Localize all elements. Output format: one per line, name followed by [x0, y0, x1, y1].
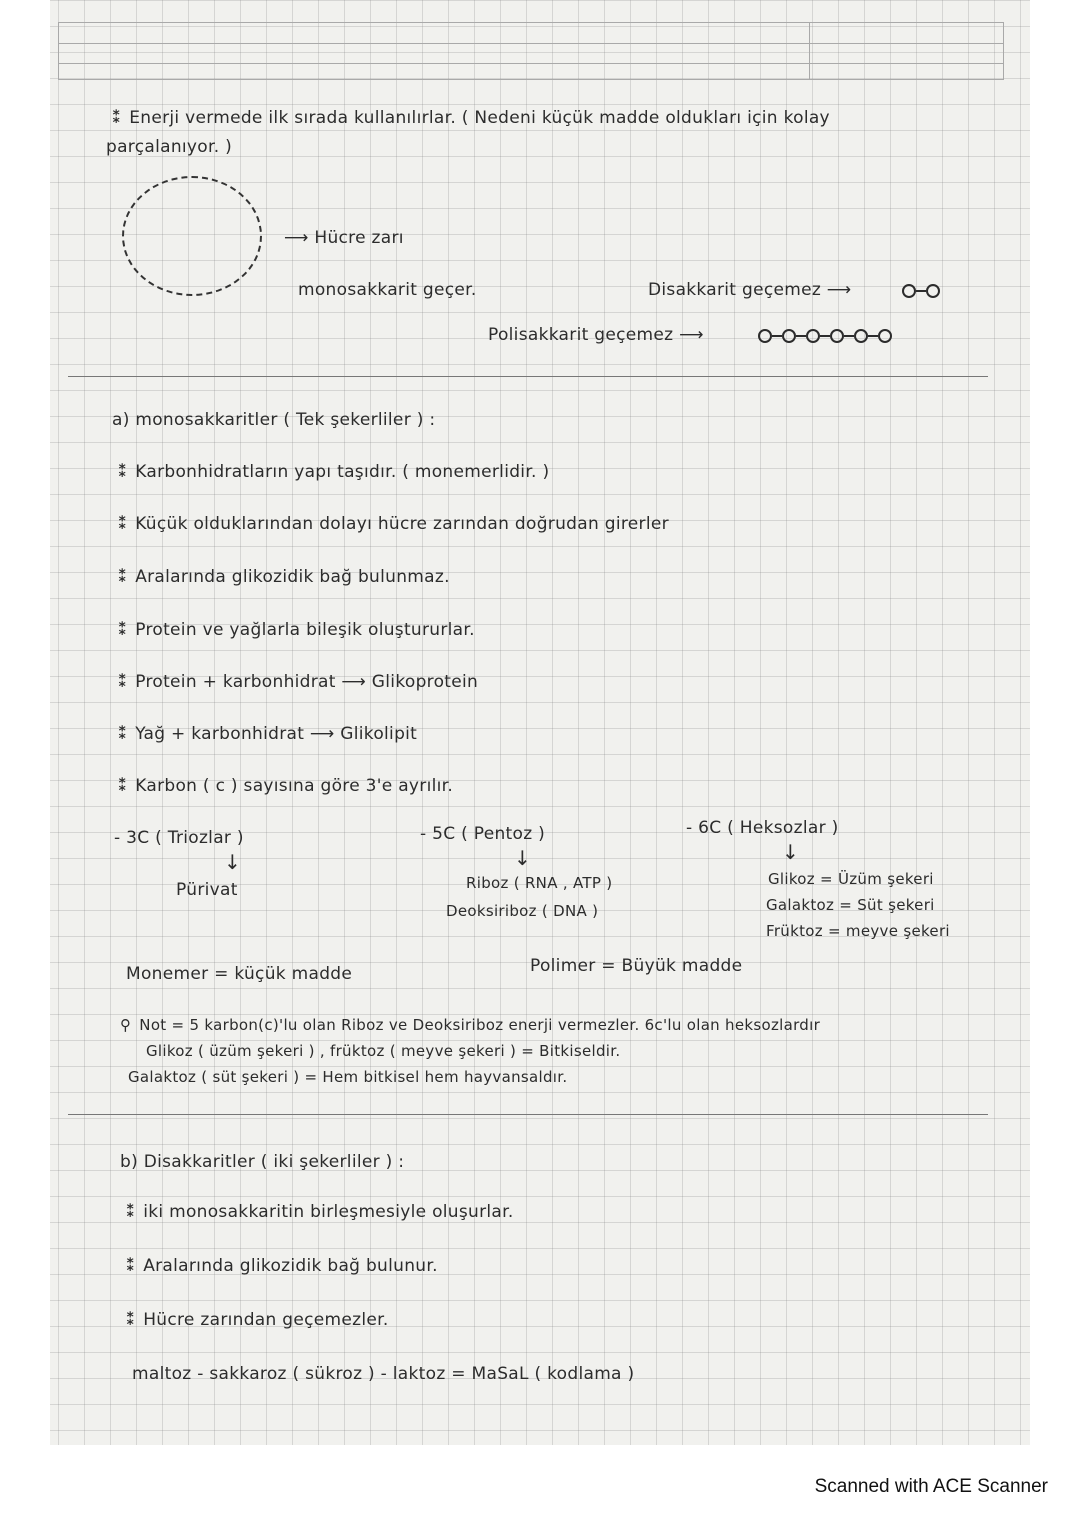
- note-line: ⁑ Protein ve yağlarla bileşik oluştururlar.: [118, 620, 475, 640]
- carbon-group-6c: - 6C ( Heksozlar ): [686, 818, 839, 838]
- note-line: Deoksiriboz ( DNA ): [446, 902, 599, 920]
- note-line: ⁑ Hücre zarından geçemezler.: [126, 1310, 389, 1330]
- note-line: parçalanıyor. ): [106, 137, 233, 157]
- bullet-mark: ⁑: [112, 108, 122, 128]
- note-line: ⁑ Yağ + karbonhidrat ⟶ Glikolipit: [118, 724, 418, 744]
- down-arrow-icon: ↓: [514, 846, 531, 870]
- note-line: Früktoz = meyve şekeri: [766, 922, 950, 940]
- down-arrow-icon: ↓: [224, 850, 241, 874]
- cell-membrane-diagram: [122, 176, 262, 296]
- section-divider: [68, 1114, 988, 1115]
- note-line: monosakkarit geçer.: [298, 280, 477, 300]
- carbon-group-5c: - 5C ( Pentoz ): [420, 824, 546, 844]
- note-line: Disakkarit geçemez ⟶: [648, 280, 852, 300]
- note-line: ⁑ Protein + karbonhidrat ⟶ Glikoprotein: [118, 672, 479, 692]
- carbon-group-3c: - 3C ( Triozlar ): [114, 828, 244, 848]
- note-line: Glikoz ( üzüm şekeri ) , früktoz ( meyve şekeri ) = Bitkiseldir.: [146, 1042, 621, 1060]
- section-title: a) monosakkaritler ( Tek şekerliler ) :: [112, 410, 436, 430]
- section-title: b) Disakkaritler ( iki şekerliler ) :: [120, 1152, 405, 1172]
- polysaccharide-chain: [758, 329, 892, 343]
- note-line: Monemer = küçük madde: [126, 964, 353, 984]
- note-line: ⁑ Aralarında glikozidik bağ bulunur.: [126, 1256, 438, 1276]
- note-line: ⚲ Not = 5 karbon(c)'lu olan Riboz ve Deoksiriboz enerji vermezler. 6c'lu olan heksozlardır: [120, 1016, 821, 1034]
- scanner-watermark: Scanned with ACE Scanner: [814, 1476, 1048, 1497]
- header-box: [58, 22, 1004, 80]
- note-line: ⁑ Karbonhidratların yapı taşıdır. ( monemerlidir. ): [118, 462, 550, 482]
- note-line: ⟶ Hücre zarı: [284, 228, 404, 248]
- down-arrow-icon: ↓: [782, 840, 799, 864]
- note-line: ⁑ iki monosakkaritin birleşmesiyle oluşurlar.: [126, 1202, 514, 1222]
- note-line: ⁑ Enerji vermede ilk sırada kullanılırlar. ( Nedeni küçük madde oldukları için kolay: [112, 108, 830, 128]
- note-line: ⁑ Aralarında glikozidik bağ bulunmaz.: [118, 567, 450, 587]
- note-line: Polimer = Büyük madde: [530, 956, 743, 976]
- note-line: Glikoz = Üzüm şekeri: [768, 870, 934, 888]
- note-line: Polisakkarit geçemez ⟶: [488, 325, 704, 345]
- note-line: maltoz - sakkaroz ( sükroz ) - laktoz = MaSaL ( kodlama ): [132, 1364, 635, 1384]
- note-line: Galaktoz = Süt şekeri: [766, 896, 935, 914]
- disaccharide-chain: [902, 284, 940, 298]
- note-line: ⁑ Küçük olduklarından dolayı hücre zarından doğrudan girerler: [118, 514, 669, 534]
- section-divider: [68, 376, 988, 377]
- note-line: Pürivat: [176, 880, 238, 900]
- note-line: Galaktoz ( süt şekeri ) = Hem bitkisel hem hayvansaldır.: [128, 1068, 568, 1086]
- note-line: Riboz ( RNA , ATP ): [466, 874, 613, 892]
- note-line: ⁑ Karbon ( c ) sayısına göre 3'e ayrılır.: [118, 776, 454, 796]
